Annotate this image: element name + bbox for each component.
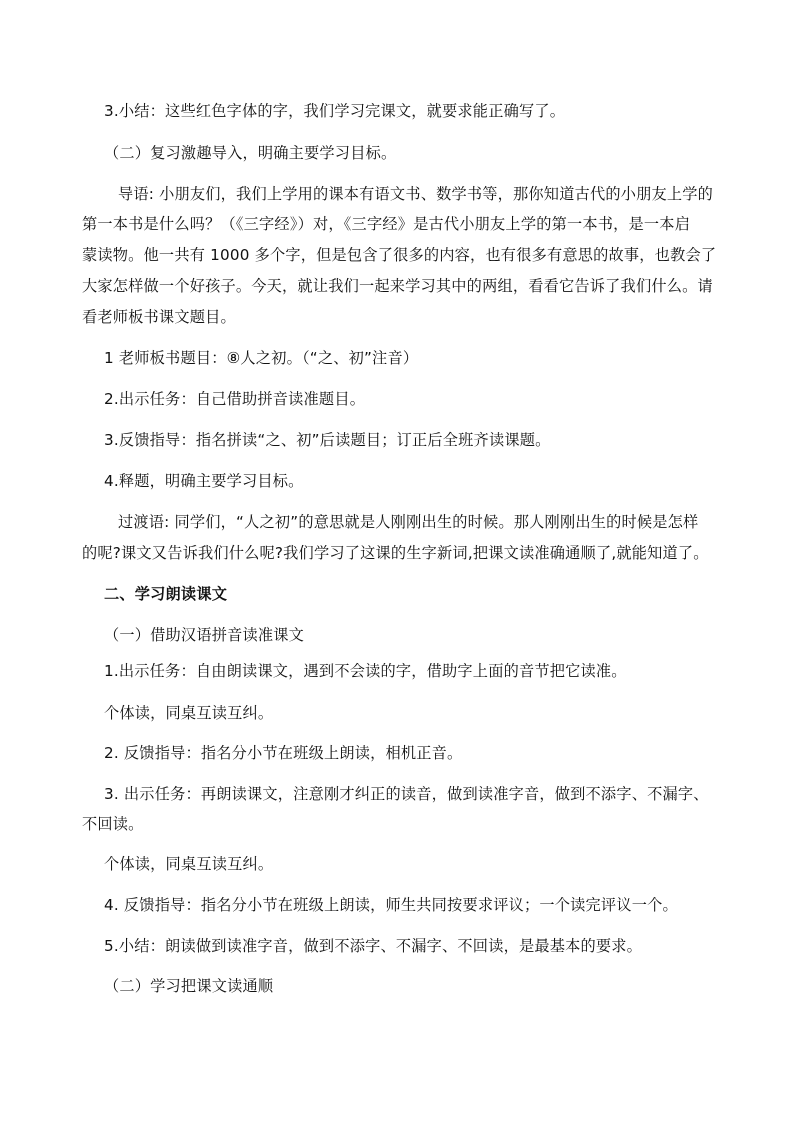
transition-paragraph-line: 过渡语: 同学们，“人之初”的意思就是人刚刚出生的时候。那人刚刚出生的时候是怎样 [118, 513, 699, 531]
task-line: 4. 反馈指导：指名分小节在班级上朗读，师生共同按要求评议；一个读完评议一个。 [104, 896, 678, 914]
intro-paragraph-line: 第一本书是什么吗？（《三字经》）对，《三字经》是古代小朋友上学的第一本书，是一本启 [82, 215, 691, 233]
task-line: 4.释题，明确主要学习目标。 [104, 472, 304, 490]
subsection-heading: （二）学习把课文读通顺 [104, 977, 274, 995]
task-line: 3. 出示任务：再朗读课文，注意刚才纠正的读音，做到读准字音，做到不添字、不漏字、 [104, 785, 709, 803]
task-line: 不回读。 [82, 815, 144, 833]
summary-line: 3.小结：这些红色字体的字，我们学习完课文，就要求能正确写了。 [104, 102, 566, 120]
task-line: 2. 反馈指导：指名分小节在班级上朗读，相机正音。 [104, 744, 463, 762]
practice-line: 个体读，同桌互读互纠。 [104, 704, 274, 722]
intro-paragraph-line: 导语: 小朋友们，我们上学用的课本有语文书、数学书等，那你知道古代的小朋友上学的 [118, 185, 714, 203]
task-line: 3.反馈指导：指名拼读“之、初”后读题目；订正后全班齐读课题。 [104, 431, 551, 449]
transition-paragraph-line: 的呢?课文又告诉我们什么呢?我们学习了这课的生字新词,把课文读准确通顺了,就能知道了。 [82, 544, 709, 562]
section-title: 二、学习朗读课文 [104, 585, 228, 603]
intro-paragraph-line: 看老师板书课文题目。 [82, 308, 236, 326]
section-heading: （二）复习激趣导入，明确主要学习目标。 [104, 144, 397, 162]
practice-line: 个体读，同桌互读互纠。 [104, 855, 274, 873]
task-line: 2.出示任务：自己借助拼音读准题目。 [104, 390, 366, 408]
subsection-heading: （一）借助汉语拼音读准课文 [104, 626, 305, 644]
task-line: 1.出示任务：自由朗读课文，遇到不会读的字，借助字上面的音节把它读准。 [104, 662, 627, 680]
task-line: 1 老师板书题目：⑧人之初。（“之、初”注音） [104, 349, 419, 367]
summary-line: 5.小结：朗读做到读准字音，做到不添字、不漏字、不回读，是最基本的要求。 [104, 937, 643, 955]
intro-paragraph-line: 蒙读物。他一共有 1000 多个字，但是包含了很多的内容，也有很多有意思的故事，也教会了 [82, 246, 717, 264]
intro-paragraph-line: 大家怎样做一个好孩子。今天，就让我们一起来学习其中的两组，看看它告诉了我们什么。请 [82, 277, 713, 295]
